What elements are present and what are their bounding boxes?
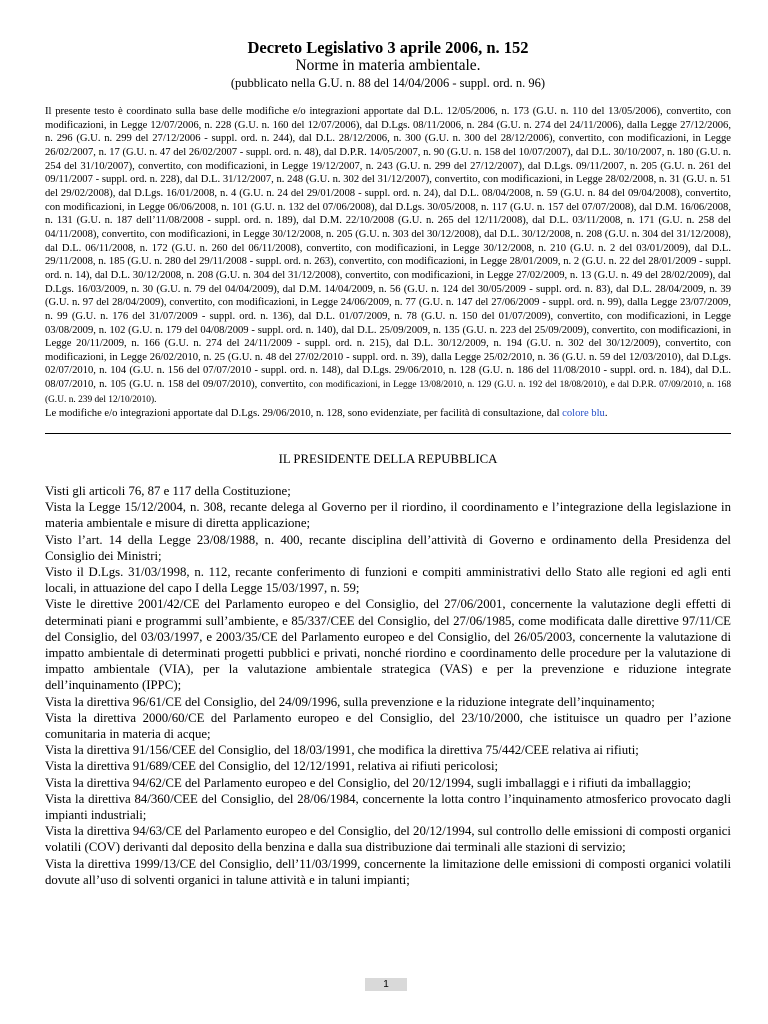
visti-item: Vista la direttiva 91/689/CEE del Consiglio, del 12/12/1991, relativa ai rifiuti pericolosi; <box>45 759 499 774</box>
coordination-text-small: con modificazioni, in Legge 13/08/2010, n. 129 (G.U. n. 192 del 18/08/2010), e dal D.P.R. 07/09/2010, n. 168 (G.U. n. 239 del 12/10/2010). <box>45 380 732 405</box>
visti-item: Vista la direttiva 94/62/CE del Parlamento europeo e del Consiglio, del 20/12/1994, sugli imballaggi e i rifiuti da imballaggio; <box>45 775 692 790</box>
highlight-note <box>45 407 731 421</box>
visti-item: Visto il D.Lgs. 31/03/1998, n. 112, recante conferimento di funzioni e compiti amministrativi dello Stato alle regioni ed agli enti locali, in attuazione del capo I della Legge 15/03/1997, n. 59; <box>45 564 731 596</box>
visti-item: Vista la direttiva 91/156/CEE del Consiglio, del 18/03/1991, che modifica la direttiva 75/442/CEE relativa ai rifiuti; <box>45 743 639 758</box>
visti-item: Vista la Legge 15/12/2004, n. 308, recante delega al Governo per il riordino, il coordinamento e l’integrazione della legislazione in materia ambientale e misure di diretta applicazione; <box>45 500 731 531</box>
visti-item: Vista la direttiva 2000/60/CE del Parlamento europeo e del Consiglio, del 23/10/2000, che istituisce un quadro per l’azione comunitaria in materia di acque; <box>45 710 731 741</box>
visti-item: Vista la direttiva 96/61/CE del Consiglio, del 24/09/1996, sulla prevenzione e la riduzione integrate dell’inquinamento; <box>45 694 655 709</box>
visti-item: Visto l’art. 14 della Legge 23/08/1988, n. 400, recante disciplina dell’attività di Governo e ordinamento della Presidenza del Consiglio dei Ministri; <box>45 532 731 563</box>
visti-list <box>45 483 731 888</box>
decree-title: Decreto Legislativo 3 aprile 2006, n. 152 <box>247 38 529 57</box>
president-heading: IL PRESIDENTE DELLA REPUBBLICA <box>278 451 498 466</box>
coordination-note <box>45 105 731 407</box>
visti-item: Visti gli articoli 76, 87 e 117 della Costituzione; <box>45 483 291 498</box>
document-page <box>45 38 731 888</box>
visti-item: Vista la direttiva 1999/13/CE del Consiglio, dell’11/03/1999, concernente la limitazione delle emissioni di composti organici volatili dovute all’uso di solventi organici in talune attività e in taluni impianti; <box>45 856 731 887</box>
decree-subtitle: Norme in materia ambientale. <box>295 57 481 74</box>
blue-color-label: colore blu <box>562 408 605 420</box>
visti-item: Viste le direttive 2001/42/CE del Parlamento europeo e del Consiglio, del 27/06/2001, concernente la valutazione degli effetti di determinati piani e programmi sull’ambiente, e 85/337/CEE del Consiglio, del 27/06/1985, come modificata dalle direttive 97/11/CE del Consiglio, del 03/03/1997, e 2003/35/CE del Parlamento europeo e del Consiglio, del 26/05/2003, concernente la valutazione di impatto ambientale di determinati progetti pubblici e privati, nonché riordino e coordinamento delle procedure per la valutazione di impatto ambientale (VIA), per la valutazione ambientale strategica (VAS) e per la prevenzione e riduzione integrate dell’inquinamento (IPPC); <box>45 597 731 693</box>
page-number: 1 <box>365 978 407 991</box>
highlight-note-text: Le modifiche e/o integrazioni apportate dal D.Lgs. 29/06/2010, n. 128, sono evidenziate, per facilità di consultazione, dal <box>45 408 563 420</box>
highlight-note-end: . <box>604 408 608 420</box>
section-divider <box>45 433 731 434</box>
visti-item: Vista la direttiva 94/63/CE del Parlamento europeo e del Consiglio, del 20/12/1994, sul controllo delle emissioni di composti organici volatili (COV) derivanti dal deposito della benzina e dalla sua distribuzione dai terminali alle stazioni di servizio; <box>45 824 731 855</box>
publication-info: (pubblicato nella G.U. n. 88 del 14/04/2006 - suppl. ord. n. 96) <box>230 76 546 90</box>
visti-item: Vista la direttiva 84/360/CEE del Consiglio, del 28/06/1984, concernente la lotta contro l’inquinamento atmosferico provocato dagli impianti industriali; <box>45 791 731 822</box>
coordination-text: Il presente testo è coordinato sulla base delle modifiche e/o integrazioni apportate dal D.L. 12/05/2006, n. 173 (G.U. n. 110 del 13/05/2006), convertito, con modificazioni, in Legge 12/07/2006, n. 228 (G.U. n. 160 del 12/07/2006), dal D.Lgs. 08/11/2006, n. 284 (G.U. n. 274 del 24/11/2006), dalla Legge 27/12/2006, n. 296 (G.U. n. 299 del 27/12/2006 - suppl. ord. n. 244), dal D.L. 28/12/2006, n. 300 (G.U. n. 300 del 28/12/2006), convertito, con modificazioni, in Legge 26/02/2007, n. 17 (G.U. n. 47 del 26/02/2007 - suppl. ord. n. 48), dal D.P.R. 14/05/2007, n. 90 (G.U. n. 158 del 10/07/2007), dal D.L. 30/10/2007, n. 180 (G.U. n. 254 del 31/10/2007), convertito, con modificazioni, in Legge 19/12/2007, n. 243 (G.U. n. 299 del 27/12/2007), dal D.Lgs. 09/11/2007, n. 205 (G.U. n. 261 del 09/11/2007 - suppl. ord. n. 228), dal D.L. 31/12/2007, n. 248 (G.U. n. 302 del 31/12/2007), convertito, con modificazioni, in Legge 28/02/2008, n. 31 (G.U. n. 51 del 29/02/2008), dal D.Lgs. 16/01/2008, n. 4 (G.U. n. 24 del 29/01/2008 - suppl. ord. n. 24), dal D.L. 08/04/2008, n. 59 (G.U. n. 84 del 09/04/2008), convertito, con modificazioni, in Legge 06/06/2008, n. 101 (G.U. n. 132 del 07/06/2008), dal D.Lgs. 30/05/2008, n. 117 (G.U. n. 157 del 07/07/2008), dal D.M. 16/06/2008, n. 131 (G.U. n. 187 dell’11/08/2008 - suppl. ord. n. 189), dal D.M. 22/10/2008 (G.U. n. 265 del 12/11/2008), dal D.L. 03/11/2008, n. 171 (G.U. n. 258 del 04/11/2008), convertito, con modificazioni, in Legge 30/12/2008, n. 205 (G.U. n. 303 del 30/12/2008), dal D.L. 30/12/2008, n. 208 (G.U. n. 304 del 31/12/2008), dal D.L. 06/11/2008, n. 172 (G.U. n. 260 del 06/11/2008), convertito, con modificazioni, in Legge 30/12/2008, n. 210 (G.U. n. 2 del 03/01/2009), dal D.L. 29/11/2008, n. 185 (G.U. n. 280 del 29/11/2008 - suppl. ord. n. 263), convertito, con modificazioni, in Legge 28/01/2009, n. 2 (G.U. n. 22 del 28/01/2009 - suppl. ord. n. 14), dal D.L. 30/12/2008, n. 208 (G.U. n. 304 del 31/12/2008), convertito, con modificazioni, in Legge 27/02/2009, n. 13 (G.U. n. 49 del 28/02/2009), dal D.Lgs. 16/03/2009, n. 30 (G.U. n. 79 del 04/04/2009), dal D.M. 14/04/2009, n. 56 (G.U. n. 124 del 30/05/2009 - suppl. ord. n. 83), dal D.L. 28/04/2009, n. 39 (G.U. n. 97 del 28/04/2009), convertito, con modificazioni, in Legge 24/06/2009, n. 77 (G.U. n. 147 del 27/06/2009 - suppl. ord. n. 99), dalla Legge 23/07/2009, n. 99 (G.U. n. 176 del 31/07/2009 - suppl. ord. n. 136), dal D.L. 01/07/2009, n. 78 (G.U. n. 150 del 01/07/2009), convertito, con modificazioni, in Legge 03/08/2009, n. 102 (G.U. n. 179 del 04/08/2009 - suppl. ord. n. 140), dal D.L. 25/09/2009, n. 135 (G.U. n. 223 del 25/09/2009), convertito, con modificazioni, in Legge 20/11/2009, n. 166 (G.U. n. 274 del 24/11/2009 - suppl. ord. n. 215), dal D.L. 30/12/2009, n. 194 (G.U. n. 302 del 30/12/2009), convertito, con modificazioni, in Legge 26/02/2010, n. 25 (G.U. n. 48 del 27/02/2010 - suppl. ord. n. 39), dalla Legge 25/02/2010, n. 36 (G.U. n. 59 del 12/03/2010), dal D.Lgs. 02/07/2010, n. 104 (G.U. n. 156 del 07/07/2010 - suppl. ord. n. 148), dal D.Lgs. 29/06/2010, n. 128 (G.U. n. 186 del 11/08/2010 - suppl. ord. n. 184), dal D.L. 08/07/2010, n. 105 (G.U. n. 158 del 09/07/2010), convertito, <box>45 106 731 391</box>
